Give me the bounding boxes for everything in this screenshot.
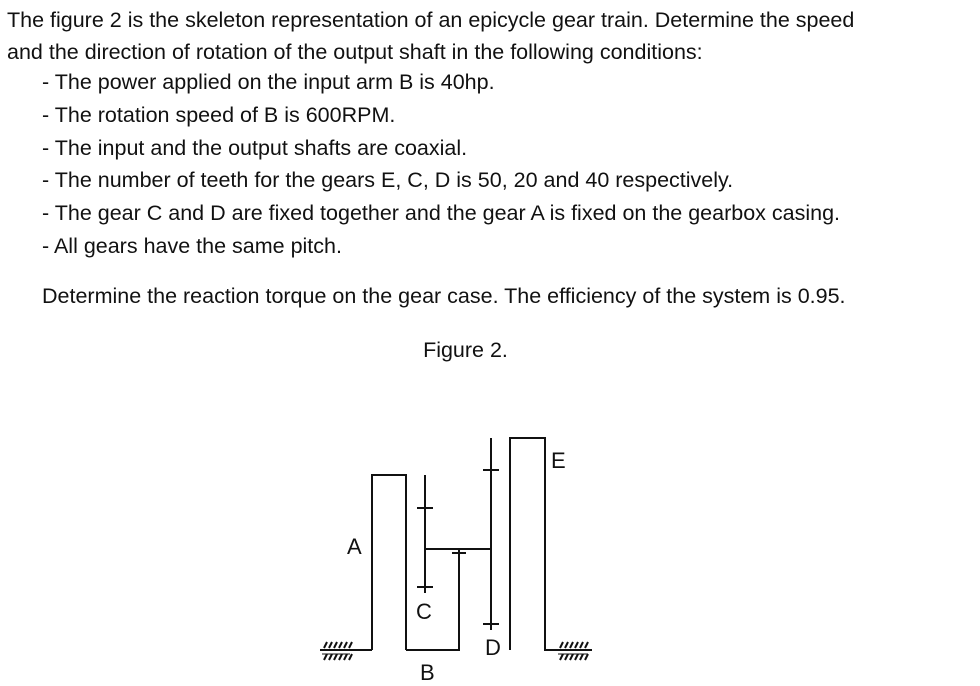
condition-item: - The number of teeth for the gears E, C, D is 50, 20 and 40 respectively. [42, 168, 734, 193]
intro-line-1: The figure 2 is the skeleton representation of an epicycle gear train. Determine the speed [7, 8, 855, 32]
label-d: D [485, 635, 501, 660]
condition-item: - All gears have the same pitch. [42, 233, 342, 258]
label-a: A [347, 534, 362, 559]
figure-caption: Figure 2. [423, 338, 508, 362]
arm-b [406, 549, 459, 650]
condition-item: - The input and the output shafts are coaxial. [42, 135, 468, 160]
question-text: Determine the reaction torque on the gear case. The efficiency of the system is 0.95. [42, 284, 846, 308]
intro-line-2: and the direction of rotation of the output shaft in the following conditions: [7, 40, 703, 64]
condition-item: - The rotation speed of B is 600RPM. [42, 102, 396, 127]
label-c: C [416, 599, 432, 624]
gear-a-outline [372, 475, 406, 650]
label-b: B [420, 660, 435, 685]
condition-item: - The power applied on the input arm B is 40hp. [42, 70, 495, 94]
left-casing-ground [320, 642, 372, 660]
condition-item: - The gear C and D are fixed together and the gear A is fixed on the gearbox casing. [42, 201, 840, 226]
label-e: E [551, 448, 566, 473]
